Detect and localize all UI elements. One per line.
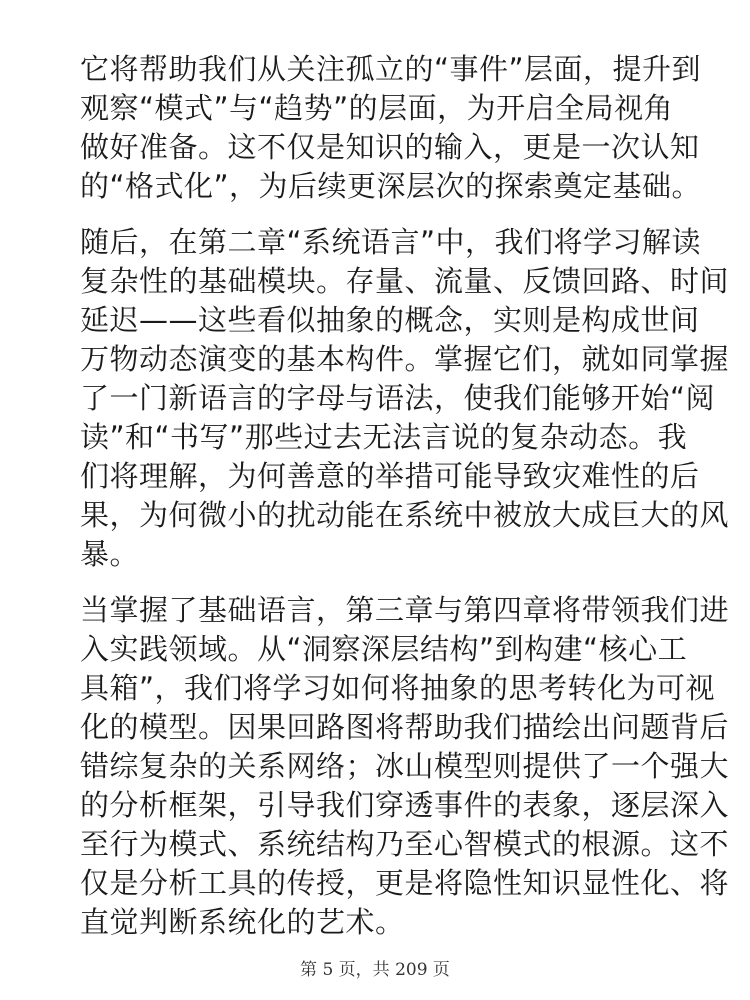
text-line: 至行为模式、系统结构乃至心智模式的根源。这不 [80, 827, 730, 861]
text-line: 错综复杂的关系网络；冰山模型则提供了一个强大 [80, 749, 730, 783]
text-line: 它将帮助我们从关注孤立的“事件”层面，提升到 [80, 52, 702, 86]
text-line: 复杂性的基础模块。存量、流量、反馈回路、时间 [80, 264, 730, 298]
page-number-footer: 第 5 页，共 209 页 [300, 960, 450, 980]
text-line: 的“格式化”，为后续更深层次的探索奠定基础。 [80, 169, 702, 203]
paragraph-gap [80, 206, 680, 223]
text-line: 读”和“书写”那些过去无法言说的复杂动态。我 [80, 420, 688, 454]
body-text [80, 50, 730, 942]
text-line: 做好准备。这不仅是知识的输入，更是一次认知 [80, 130, 700, 164]
text-line: 延迟——这些看似抽象的概念，实则是构成世间 [80, 303, 700, 337]
text-line: 当掌握了基础语言，第三章与第四章将带领我们进 [80, 593, 730, 627]
text-line: 入实践领域。从“洞察深层结构”到构建“核心工 [80, 632, 688, 666]
text-line: 化的模型。因果回路图将帮助我们描绘出问题背后 [80, 710, 730, 744]
text-line: 果，为何微小的扰动能在系统中被放大成巨大的风 [80, 498, 730, 532]
text-line: 随后，在第二章“系统语言”中，我们将学习解读 [80, 225, 702, 259]
text-line: 万物动态演变的基本构件。掌握它们，就如同掌握 [80, 342, 730, 376]
text-line: 仅是分析工具的传授，更是将隐性知识显性化、将 [80, 866, 730, 900]
paragraph-gap [80, 574, 680, 591]
text-line: 暴。 [80, 537, 140, 571]
text-line: 观察“模式”与“趋势”的层面，为开启全局视角 [80, 91, 674, 125]
text-line: 直觉判断系统化的艺术。 [80, 905, 405, 939]
text-line: 们将理解，为何善意的举措可能导致灾难性的后 [80, 459, 700, 493]
text-line: 具箱”，我们将学习如何将抽象的思考转化为可视 [80, 671, 716, 705]
text-line: 了一门新语言的字母与语法，使我们能够开始“阅 [80, 381, 716, 415]
text-line: 的分析框架，引导我们穿透事件的表象，逐层深入 [80, 788, 730, 822]
